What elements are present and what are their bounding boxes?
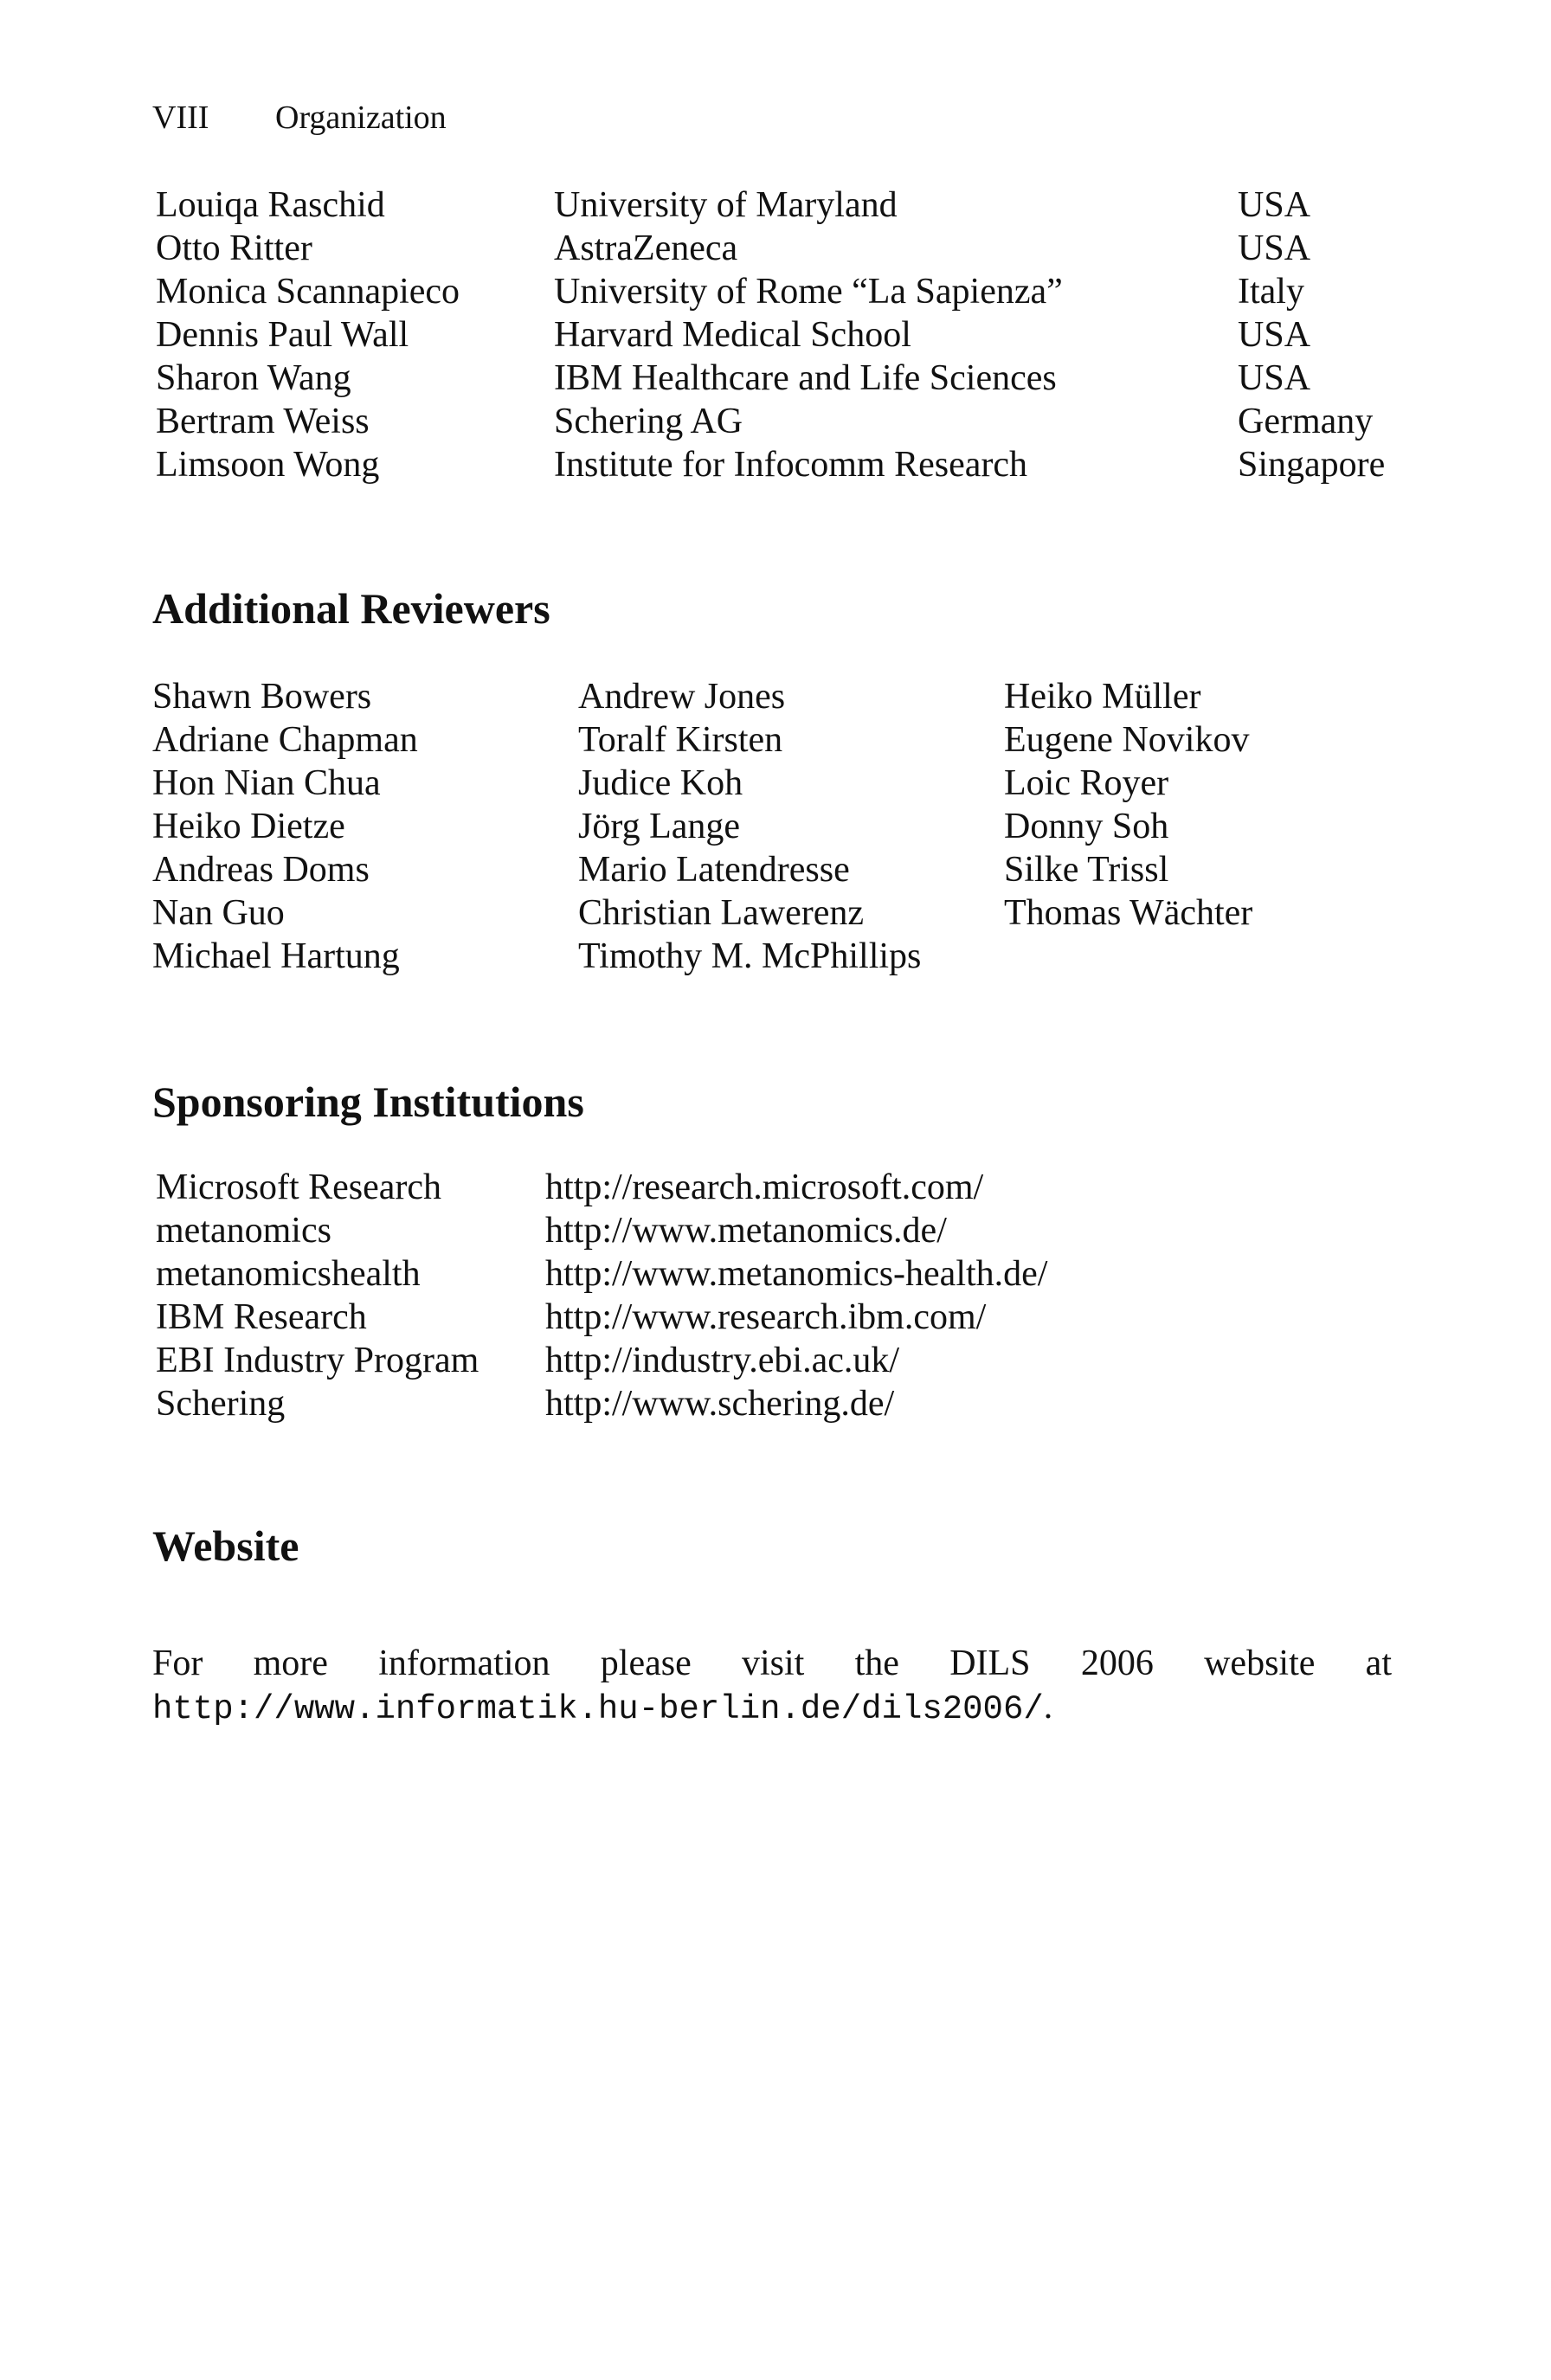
sponsor-name: Schering [156,1384,286,1424]
member-country: Italy [1238,272,1304,312]
sponsor-name: metanomics [156,1211,331,1251]
member-name: Limsoon Wong [156,445,380,485]
member-country: USA [1238,315,1311,355]
running-header [152,97,447,138]
website-text-end: . [1043,1687,1053,1727]
member-name: Otto Ritter [156,228,312,268]
member-affiliation: IBM Healthcare and Life Sciences [554,358,1057,398]
reviewer-name: Andrew Jones [578,677,786,717]
sponsor-row [0,1252,1551,1296]
sponsor-url: http://research.microsoft.com/ [545,1167,984,1207]
reviewer-name: Judice Koh [578,763,743,803]
sponsor-name: metanomicshealth [156,1254,421,1294]
sponsor-url: http://www.research.ibm.com/ [545,1297,987,1337]
reviewer-name: Loic Royer [1004,763,1169,803]
committee-row [0,357,1551,400]
reviewer-name: Michael Hartung [152,936,400,976]
committee-row [0,270,1551,313]
reviewer-name: Hon Nian Chua [152,763,381,803]
reviewer-name: Christian Lawerenz [578,893,865,933]
reviewers-column-1 [152,675,559,978]
sponsor-name: IBM Research [156,1297,367,1337]
sponsor-row [0,1339,1551,1382]
member-country: Singapore [1238,445,1386,485]
member-country: Germany [1238,402,1374,441]
reviewer-name: Toralf Kirsten [578,720,783,760]
reviewer-name: Donny Soh [1004,807,1169,846]
sponsor-name: EBI Industry Program [156,1341,479,1380]
sponsor-url: http://www.metanomics-health.de/ [545,1254,1048,1294]
committee-row [0,227,1551,270]
reviewers-list [0,675,1551,987]
sponsor-row [0,1209,1551,1252]
member-affiliation: Harvard Medical School [554,315,911,355]
running-title: Organization [275,100,447,136]
page-number: VIII [152,100,209,136]
committee-row [0,183,1551,227]
committee-row [0,400,1551,443]
website-url: http://www.informatik.hu-berlin.de/dils2006/ [152,1690,1044,1728]
reviewer-name: Shawn Bowers [152,677,372,717]
website-paragraph [152,1642,1392,1731]
committee-table [0,183,1551,495]
member-name: Bertram Weiss [156,402,370,441]
member-country: USA [1238,358,1311,398]
committee-row [0,313,1551,357]
member-name: Louiqa Raschid [156,185,385,225]
reviewer-name: Jörg Lange [578,807,741,846]
reviewer-name: Heiko Müller [1004,677,1201,717]
reviewer-name: Mario Latendresse [578,850,850,890]
reviewer-name: Eugene Novikov [1004,720,1250,760]
member-affiliation: Institute for Infocomm Research [554,445,1027,485]
sponsor-name: Microsoft Research [156,1167,442,1207]
reviewer-name: Silke Trissl [1004,850,1169,890]
member-affiliation: Schering AG [554,402,743,441]
member-affiliation: University of Rome “La Sapienza” [554,272,1063,312]
sponsor-url: http://industry.ebi.ac.uk/ [545,1341,900,1380]
reviewer-name: Nan Guo [152,893,285,933]
sponsors-table [0,1166,1551,1443]
website-heading: Website [152,1521,299,1570]
member-country: USA [1238,185,1311,225]
member-affiliation: AstraZeneca [554,228,738,268]
member-name: Dennis Paul Wall [156,315,409,355]
sponsor-url: http://www.schering.de/ [545,1384,895,1424]
reviewer-name: Andreas Doms [152,850,370,890]
reviewer-name: Adriane Chapman [152,720,418,760]
member-affiliation: University of Maryland [554,185,898,225]
reviewers-column-3 [1004,675,1411,935]
reviewer-name: Heiko Dietze [152,807,345,846]
sponsor-row [0,1166,1551,1209]
reviewer-name: Thomas Wächter [1004,893,1253,933]
reviewers-column-2 [578,675,985,978]
member-name: Monica Scannapieco [156,272,460,312]
sponsors-heading: Sponsoring Institutions [152,1077,584,1126]
sponsor-row [0,1296,1551,1339]
committee-row [0,443,1551,486]
member-name: Sharon Wang [156,358,351,398]
reviewers-heading: Additional Reviewers [152,584,550,633]
sponsor-url: http://www.metanomics.de/ [545,1211,947,1251]
sponsor-row [0,1382,1551,1425]
member-country: USA [1238,228,1311,268]
website-text: For more information please visit the DILS 2006 website at [152,1643,1392,1683]
reviewer-name: Timothy M. McPhillips [578,936,922,976]
